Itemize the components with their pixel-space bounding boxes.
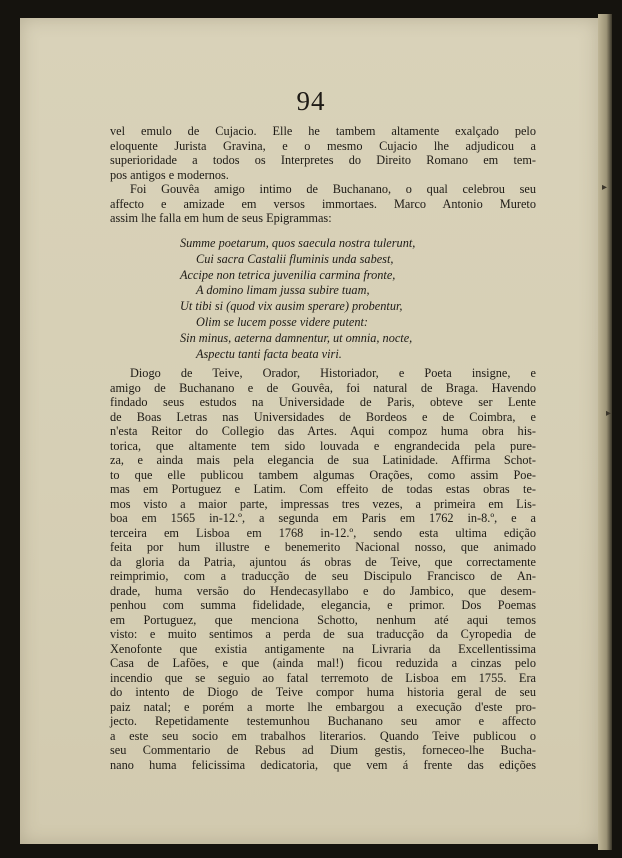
margin-mark: ▸	[606, 408, 612, 419]
text-line: findado seus estudos na Universidade de Paris, obteve ser Lente	[110, 395, 536, 409]
text-line: terceira em Lisboa em 1768 in-12.º, sendo esta ultima edição	[110, 525, 536, 540]
page-number: 94	[296, 86, 326, 116]
text-line: da gloria da Patria, ajuntou ás obras de Teive, que correctamente	[110, 554, 536, 569]
poem-line: Accipe non tetrica juvenilia carmina fronte,	[180, 267, 396, 282]
top-paragraph	[110, 124, 536, 226]
text-line: seu Commentario de Rebus ad Dium gestis, forneceo-lhe Bucha-	[110, 743, 536, 757]
text-line: amigo de Buchanano e de Gouvêa, foi natural de Braga. Havendo	[110, 380, 536, 395]
text-line: eloquente Jurista Gravina, e o mesmo Cujacio lhe adjudicou a	[110, 138, 536, 153]
text-line: reimprimio, com a traducção de seu Discipulo Francisco de An-	[110, 569, 536, 583]
margin-mark: ▸	[602, 182, 608, 193]
text-line: za, e ainda mais pela elegancia de sua Latinidade. Affirma Schot-	[110, 453, 536, 467]
text-line: a este seu socio em trabalhos literarios. Quando Teive publicou o	[110, 728, 536, 743]
poem-line: Cui sacra Castalii fluminis unda sabest,	[196, 251, 394, 266]
text-line: mas em Portuguez e Latim. Com effeito de todas estas obras te-	[110, 482, 536, 496]
text-line: Casa de Lafões, e que (ainda mal!) ficou reduzida a cinzas pelo	[110, 656, 536, 670]
poem-line: Aspectu tanti facta beata viri.	[196, 346, 342, 361]
text-line: Xenofonte que existia antigamente na Livraria da Excellentissima	[110, 641, 536, 656]
body-paragraph	[110, 366, 536, 772]
text-line: jecto. Repetidamente testemunhou Buchanano seu amor e affecto	[110, 714, 536, 728]
epigram-poem	[180, 236, 480, 362]
text-line: n'esta Reitor do Collegio das Artes. Aqui compoz huma obra his-	[110, 424, 536, 438]
poem-line: Olim se lucem posse videre putent:	[196, 314, 368, 329]
text-line: visto: e muito sentimos a perda de sua traducção da Cyropedia de	[110, 627, 536, 641]
text-line: Foi Gouvêa amigo intimo de Buchanano, o qual celebrou seu	[130, 182, 536, 196]
text-line: de Boas Letras nas Universidades de Bordeos e de Coimbra, e	[110, 409, 536, 424]
text-line: nano huma felicissima dedicatoria, que vem á frente das edições	[110, 757, 536, 772]
text-line: feita por hum illustre e benemerito Nacional nosso, que animado	[110, 540, 536, 554]
text-line: paiz natal; e porém a morte lhe embargou a execução d'este pro-	[110, 699, 536, 714]
text-line: Diogo de Teive, Orador, Historiador, e Poeta insigne, e	[130, 366, 536, 380]
text-line: affecto e amizade em versos immortaes. Marco Antonio Mureto	[110, 196, 536, 211]
poem-line: Summe poetarum, quos saecula nostra tulerunt,	[180, 236, 416, 250]
text-line: em Portuguez, que menciona Schotto, nenhum até aqui temos	[110, 612, 536, 627]
text-line: mos visto a maior parte, impressas tres vezes, a primeira em Lis-	[110, 496, 536, 511]
poem-line: Ut tibi si (quod vix ausim sperare) probentur,	[180, 299, 403, 314]
page-edge	[598, 14, 612, 850]
text-line: to que elle publicou tambem algumas Orações, como assim Poe-	[110, 467, 536, 482]
text-line: superioridade a todos os Interpretes do Direito Romano em tem-	[110, 153, 536, 167]
poem-line: A domino limam jussa subire tuam,	[196, 283, 370, 298]
text-line: penhou com summa fidelidade, elegancia, e primor. Dos Poemas	[110, 598, 536, 612]
text-line: pos antigos e modernos.	[110, 167, 229, 182]
text-line: torica, que altamente tem sido louvada e engrandecida pela pure-	[110, 438, 536, 453]
text-line: incendio que se seguio ao fatal terremoto de Lisboa em 1755. Era	[110, 670, 536, 685]
text-line: drade, huma versão do Hendecasyllabo e do Jambico, que desem-	[110, 583, 536, 598]
text-line: boa em 1565 in-12.º, a segunda em Paris em 1762 in-8.º, e a	[110, 511, 536, 525]
text-line: vel emulo de Cujacio. Elle he tambem altamente exalçado pelo	[110, 124, 536, 138]
poem-line: Sin minus, aeterna damnentur, ut omnia, nocte,	[180, 330, 413, 345]
text-line: assim lhe falla em hum de seus Epigrammas:	[110, 211, 332, 225]
text-line: do intento de Diogo de Teive compor huma historia geral de seu	[110, 685, 536, 699]
